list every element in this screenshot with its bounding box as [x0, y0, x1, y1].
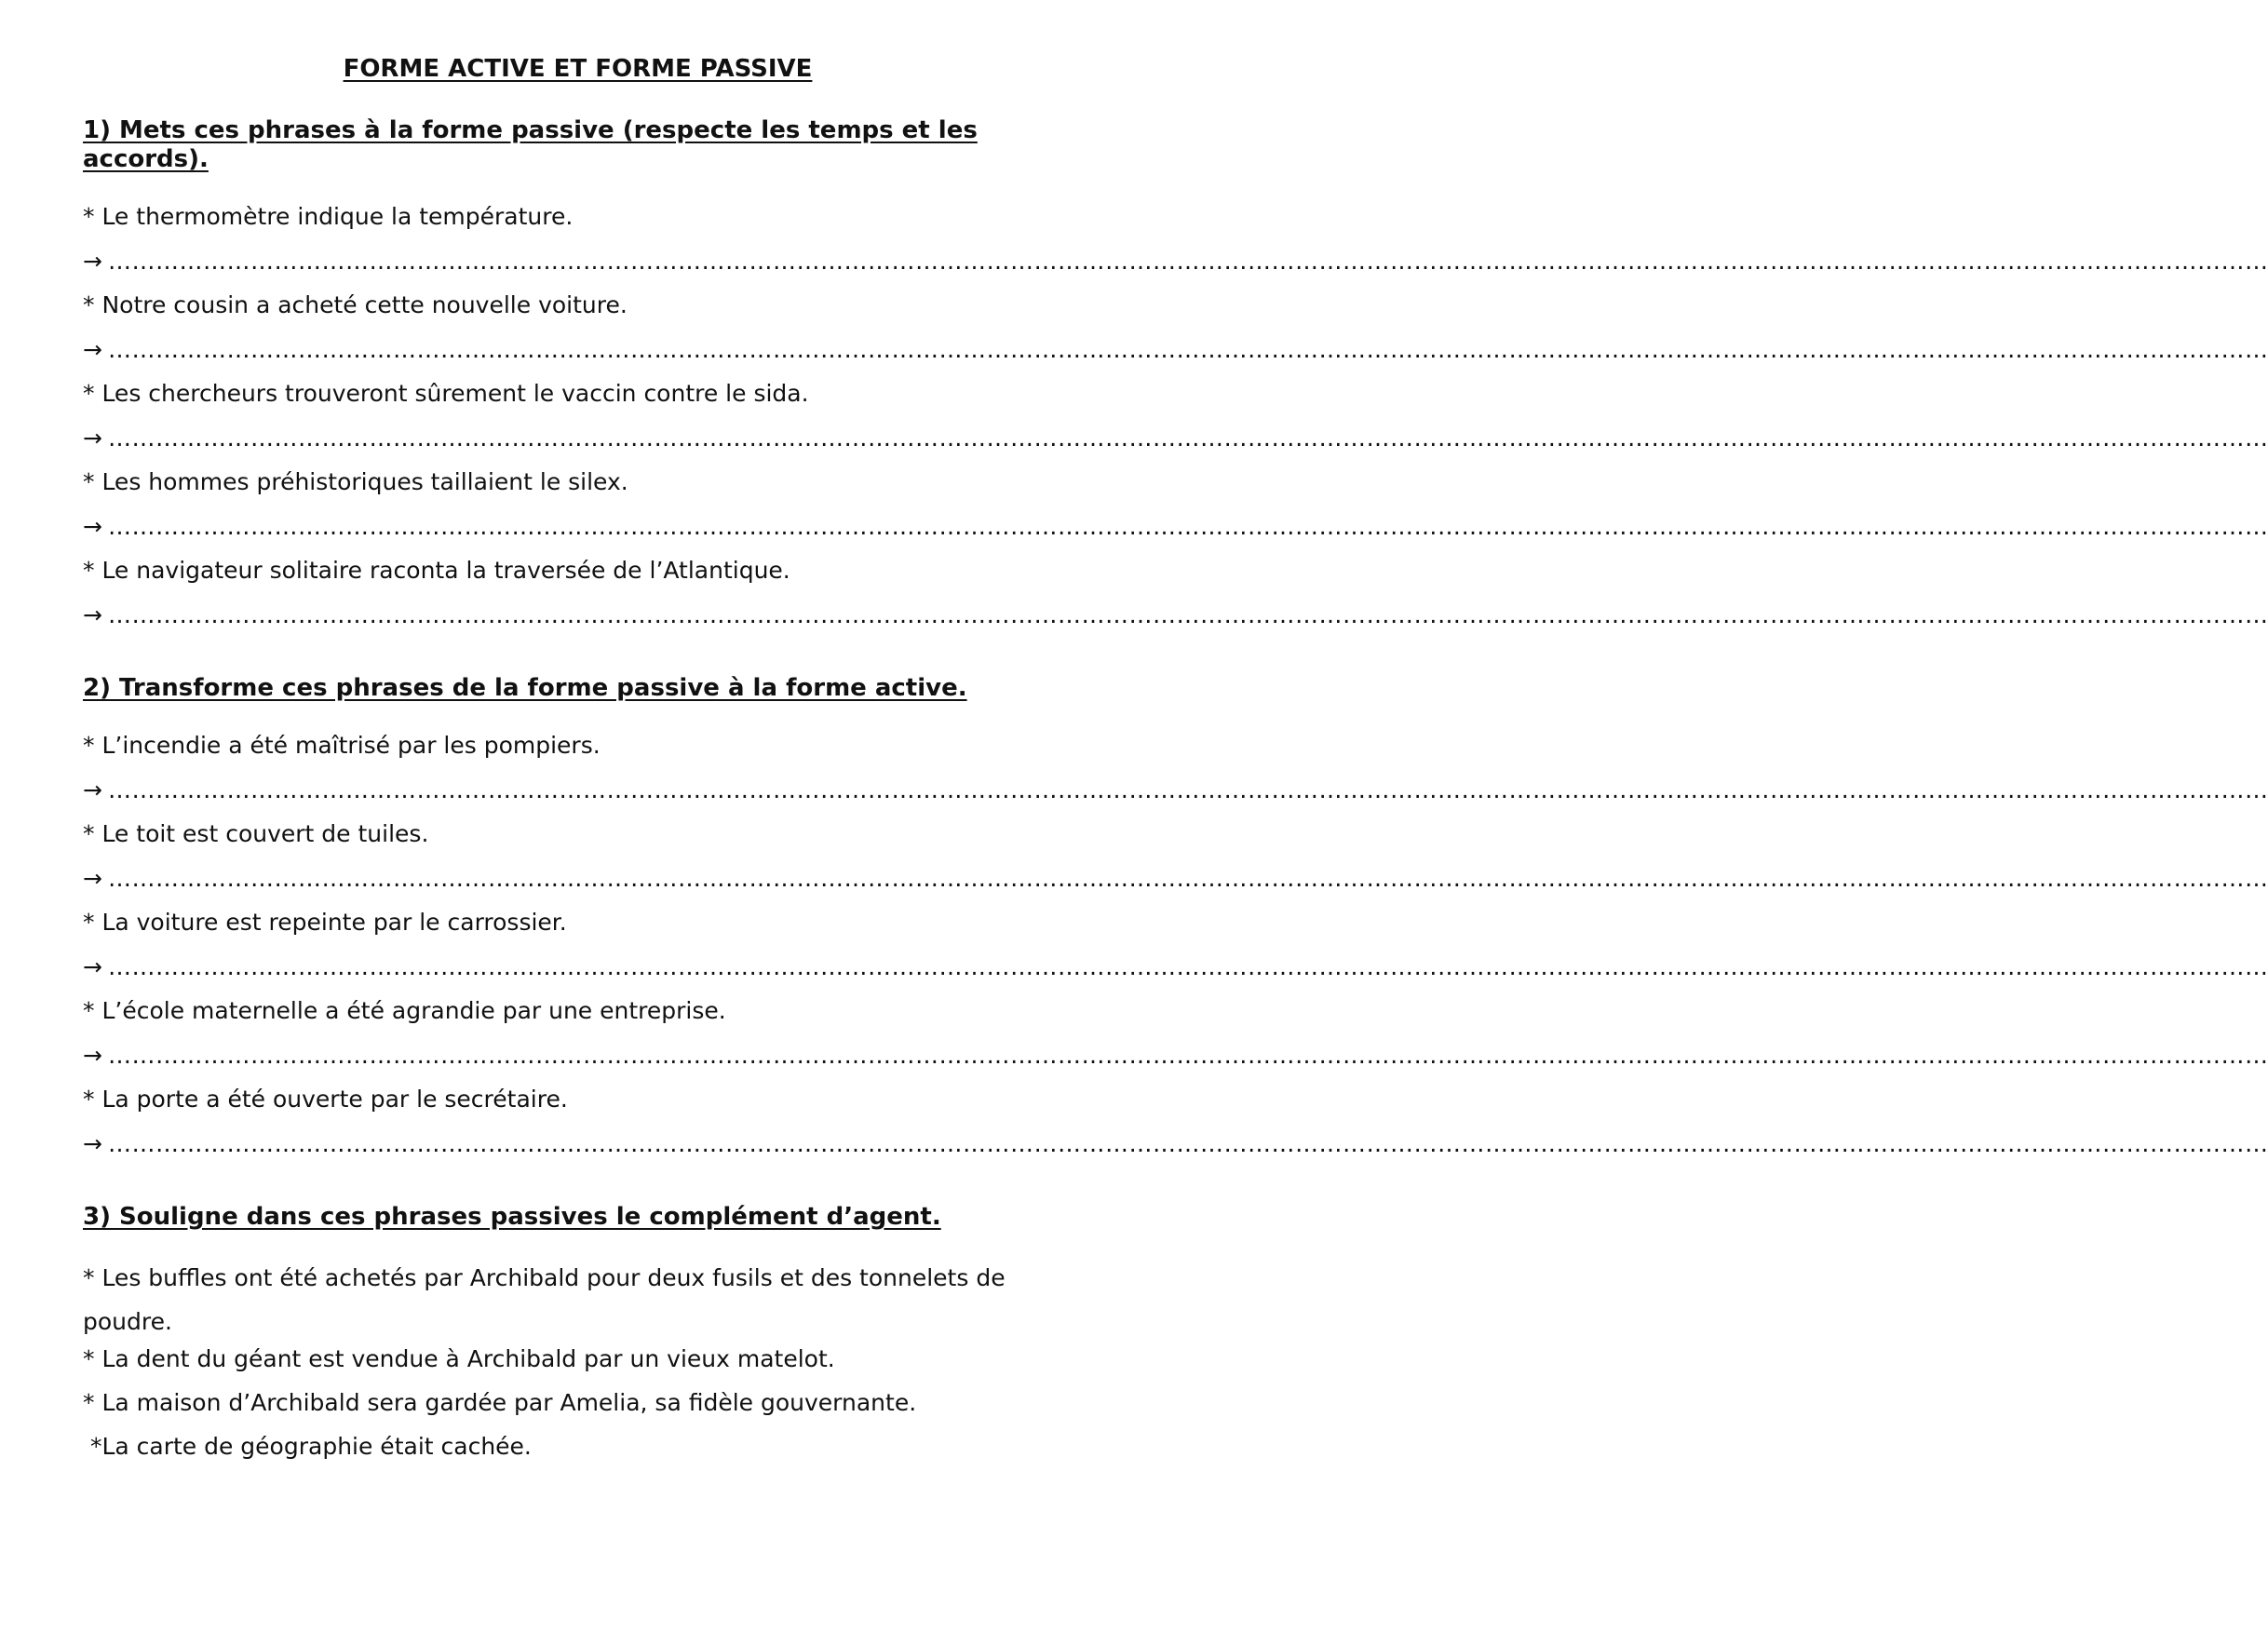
section1-answer-line-1[interactable]: [83, 248, 2268, 276]
section3-sentence-4[interactable]: *La carte de géographie était cachée.: [83, 1433, 532, 1460]
dotted-line: …………………………………………………………………………………………………………………………………………………………………………………………………………………………………………………: [107, 1042, 2268, 1069]
section3-heading: 3) Souligne dans ces phrases passives le complément d’agent.: [83, 1203, 941, 1231]
section1-answer-line-2[interactable]: [83, 336, 2268, 364]
arrow-icon: →: [83, 248, 102, 275]
section2-answer-line-1[interactable]: [83, 776, 2268, 804]
section2-sentence-3: * La voiture est repeinte par le carrossier.: [83, 909, 567, 936]
section2-heading: 2) Transforme ces phrases de la forme passive à la forme active.: [83, 674, 967, 702]
arrow-icon: →: [83, 1130, 102, 1157]
dotted-line: …………………………………………………………………………………………………………………………………………………………………………………………………………………………………………………: [107, 248, 2268, 275]
section2-answer-line-4[interactable]: [83, 1042, 2268, 1070]
section1-sentence-2: * Notre cousin a acheté cette nouvelle voiture.: [83, 291, 628, 318]
dotted-line: …………………………………………………………………………………………………………………………………………………………………………………………………………………………………………………: [107, 1130, 2268, 1157]
dotted-line: …………………………………………………………………………………………………………………………………………………………………………………………………………………………………………………: [107, 336, 2268, 363]
dotted-line: …………………………………………………………………………………………………………………………………………………………………………………………………………………………………………………: [107, 776, 2268, 803]
section2-answer-line-5[interactable]: [83, 1130, 2268, 1158]
section3-sentence-2[interactable]: * La dent du géant est vendue à Archibald par un vieux matelot.: [83, 1345, 835, 1372]
arrow-icon: →: [83, 336, 102, 363]
section1-sentence-4: * Les hommes préhistoriques taillaient le silex.: [83, 468, 628, 495]
arrow-icon: →: [83, 513, 102, 540]
section2-sentence-1: * L’incendie a été maîtrisé par les pompiers.: [83, 732, 601, 759]
section1-sentence-5: * Le navigateur solitaire raconta la traversée de l’Atlantique.: [83, 557, 790, 584]
section3-sentence-3[interactable]: * La maison d’Archibald sera gardée par Amelia, sa fidèle gouvernante.: [83, 1389, 917, 1416]
dotted-line: …………………………………………………………………………………………………………………………………………………………………………………………………………………………………………………: [107, 513, 2268, 540]
section1-answer-line-3[interactable]: [83, 425, 2268, 452]
section2-sentence-4: * L’école maternelle a été agrandie par une entreprise.: [83, 997, 726, 1024]
section1-sentence-3: * Les chercheurs trouveront sûrement le vaccin contre le sida.: [83, 380, 809, 407]
section2-answer-line-2[interactable]: [83, 865, 2268, 893]
arrow-icon: →: [83, 601, 102, 628]
arrow-icon: →: [83, 425, 102, 452]
section2-sentence-5: * La porte a été ouverte par le secrétaire.: [83, 1086, 568, 1113]
section1-answer-line-5[interactable]: [83, 601, 2268, 629]
section2-sentence-2: * Le toit est couvert de tuiles.: [83, 820, 429, 847]
section1-answer-line-4[interactable]: [83, 513, 2268, 541]
dotted-line: …………………………………………………………………………………………………………………………………………………………………………………………………………………………………………………: [107, 865, 2268, 892]
dotted-line: …………………………………………………………………………………………………………………………………………………………………………………………………………………………………………………: [107, 425, 2268, 452]
section2-answer-line-3[interactable]: [83, 953, 2268, 981]
section3-sentence-1[interactable]: * Les buffles ont été achetés par Archibald pour deux fusils et des tonnelets de poudre.: [83, 1264, 1006, 1335]
arrow-icon: →: [83, 1042, 102, 1069]
page-title: FORME ACTIVE ET FORME PASSIVE: [343, 55, 813, 83]
section1-heading: 1) Mets ces phrases à la forme passive (respecte les temps et les accords).: [83, 116, 978, 173]
arrow-icon: →: [83, 776, 102, 803]
section1-sentence-1: * Le thermomètre indique la température.: [83, 203, 574, 230]
arrow-icon: →: [83, 865, 102, 892]
dotted-line: …………………………………………………………………………………………………………………………………………………………………………………………………………………………………………………: [107, 953, 2268, 980]
dotted-line: …………………………………………………………………………………………………………………………………………………………………………………………………………………………………………………: [107, 601, 2268, 628]
arrow-icon: →: [83, 953, 102, 980]
